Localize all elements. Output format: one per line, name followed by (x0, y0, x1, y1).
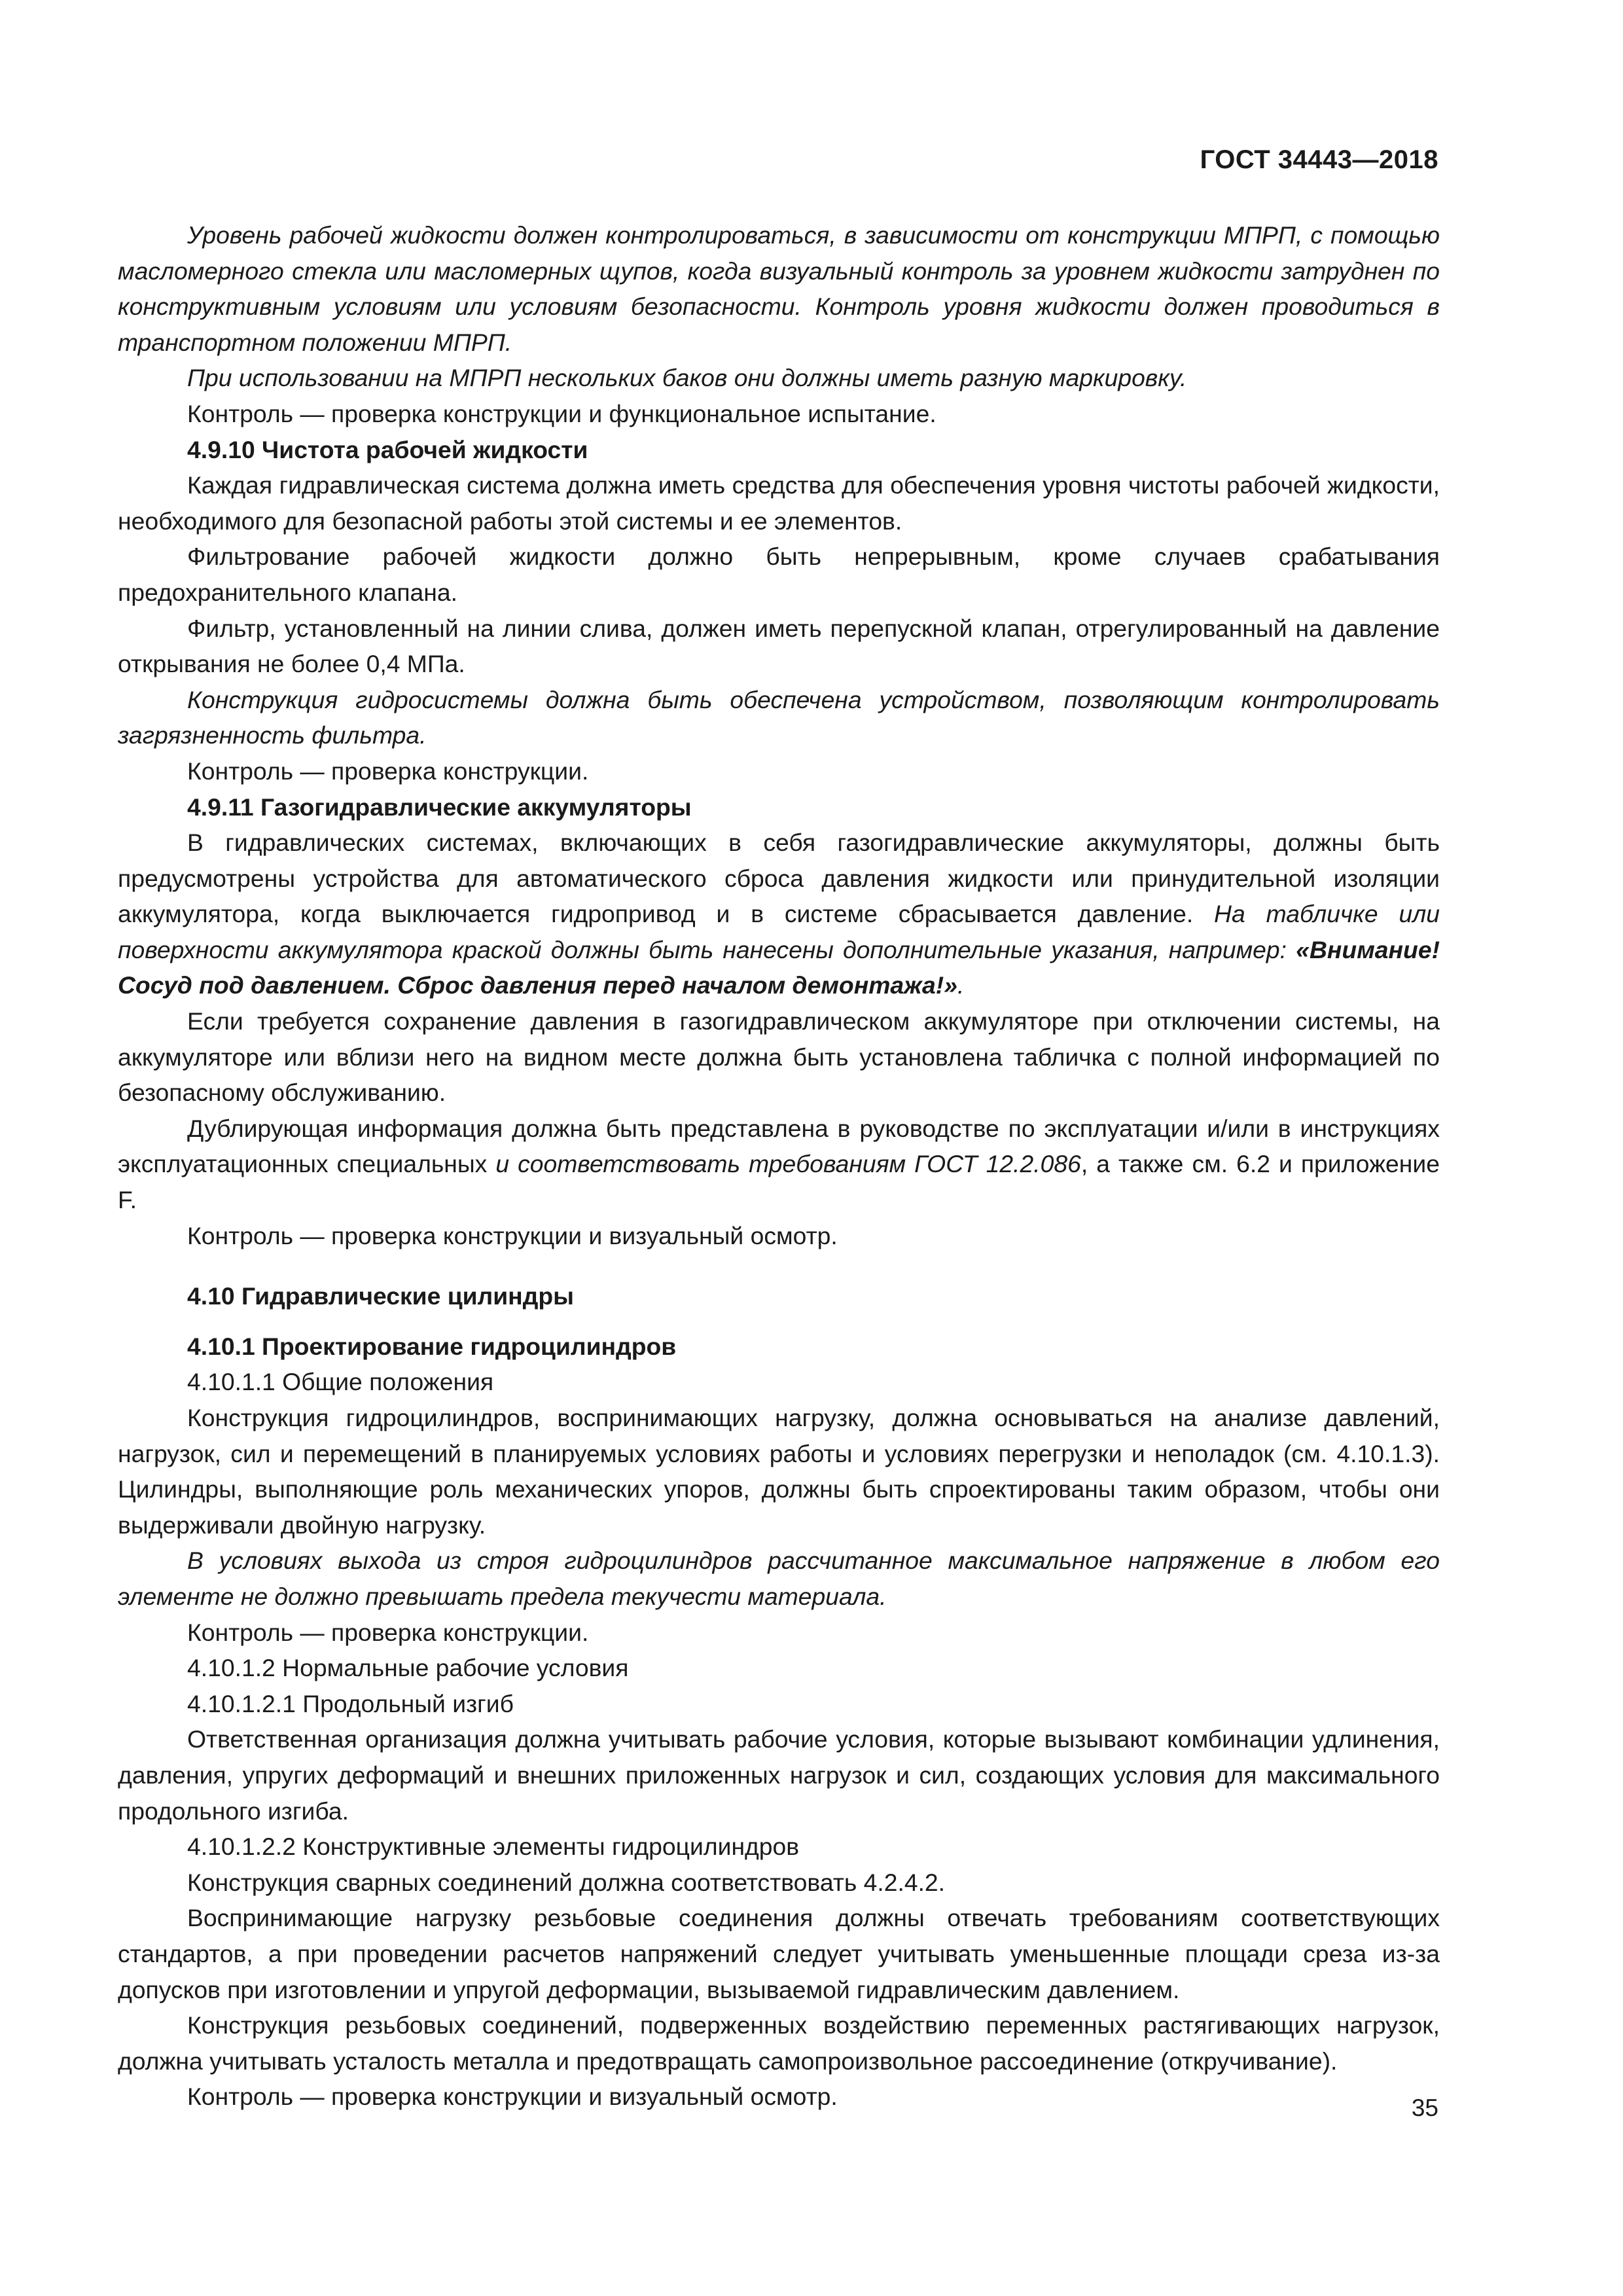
paragraph: Конструкция резьбовых соединений, подверженных воздействию переменных растягивающих нагрузок, должна учитывать усталость металла и предотвращать самопроизвольное рассоединение (откручивание). (118, 2011, 1440, 2075)
page-number: 35 (1411, 2094, 1438, 2121)
paragraph: Контроль — проверка конструкции и визуальный осмотр. (187, 1221, 838, 1249)
paragraph: Конструкция гидросистемы должна быть обеспечена устройством, позволяющим контролировать загрязненность фильтра. (118, 685, 1440, 749)
document-body (118, 217, 1440, 2115)
paragraph: Контроль — проверка конструкции. (187, 1618, 589, 1646)
paragraph: Уровень рабочей жидкости должен контролироваться, в зависимости от конструкции МПРП, с помощью масломерного стекла или масломерных щупов, когда визуальный контроль за уровнем жидкости затруднен по конструктивным условиям или условиям безопасности. Контроль уровня жидкости должен проводиться в транспортном положении МПРП. (118, 221, 1440, 356)
paragraph: Контроль — проверка конструкции и функциональное испытание. (187, 399, 936, 427)
subsection-heading: 4.10.1.2 Нормальные рабочие условия (187, 1654, 629, 1682)
paragraph: Конструкция гидроцилиндров, воспринимающих нагрузку, должна основываться на анализе давлений, нагрузок, сил и перемещений в планируемых условиях работы и условиях перегрузки и неполадок (см. 4.10.1.3). Цилиндры, выполняющие роль механических упоров, должны быть спроектированы таким образом, чтобы они выдерживали двойную нагрузку. (118, 1404, 1440, 1539)
subsection-heading: 4.10.1.2.2 Конструктивные элементы гидроцилиндров (187, 1833, 800, 1861)
section-heading: 4.10 Гидравлические цилиндры (187, 1282, 575, 1310)
document-header: ГОСТ 34443—2018 (1200, 145, 1438, 174)
paragraph (118, 1111, 1440, 1218)
paragraph: Фильтрование рабочей жидкости должно быть непрерывным, кроме случаев срабатывания предохранительного клапана. (118, 543, 1440, 606)
paragraph-text: В гидравлических системах, включающих в себя газогидравлические аккумуляторы, должны быть предусмотрены устройства для автоматического сброса давления жидкости или принудительной изоляции аккумулятора, когда выключается гидропривод и в системе сбрасывается давление. (118, 829, 1440, 928)
paragraph-text: , а также см. 6.2 и приложение F. (118, 1150, 1440, 1214)
paragraph-text-italic: . (957, 971, 965, 999)
paragraph: Каждая гидравлическая система должна иметь средства для обеспечения уровня чистоты рабочей жидкости, необходимого для безопасной работы этой системы и ее элементов. (118, 471, 1440, 535)
paragraph: Контроль — проверка конструкции и визуальный осмотр. (187, 2083, 838, 2111)
paragraph: Конструкция сварных соединений должна соответствовать 4.2.4.2. (187, 1868, 946, 1896)
paragraph: Воспринимающие нагрузку резьбовые соединения должны отвечать требованиям соответствующих стандартов, а при проведении расчетов напряжений следует учитывать уменьшенные площади среза из-за допусков при изготовлении и упругой деформации, вызываемой гидравлическим давлением. (118, 1904, 1440, 2003)
paragraph: Контроль — проверка конструкции. (187, 757, 589, 785)
paragraph: При использовании на МПРП нескольких баков они должны иметь разную маркировку. (187, 364, 1187, 392)
paragraph: Если требуется сохранение давления в газогидравлическом аккумуляторе при отключении системы, на аккумуляторе или вблизи него на видном месте должна быть установлена табличка с полной информацией по безопасному обслуживанию. (118, 1007, 1440, 1107)
subsection-heading: 4.10.1.2.1 Продольный изгиб (187, 1689, 514, 1717)
paragraph: Фильтр, установленный на линии слива, должен иметь перепускной клапан, отрегулированный на давление открывания не более 0,4 МПа. (118, 614, 1440, 678)
paragraph: Ответственная организация должна учитывать рабочие условия, которые вызывают комбинации удлинения, давления, упругих деформаций и внешних приложенных нагрузок и сил, создающих условия для максимального продольного изгиба. (118, 1725, 1440, 1825)
warning-text: «Внимание! Сосуд под давлением. Сброс давления перед началом демонтажа!» (118, 935, 1440, 999)
paragraph-text: Дублирующая информация должна быть представлена в руководстве по эксплуатации и/или в инструкциях эксплуатационных специальных (118, 1114, 1440, 1178)
paragraph: В условиях выхода из строя гидроцилиндров рассчитанное максимальное напряжение в любом его элементе не должно превышать предела текучести материала. (118, 1547, 1440, 1610)
paragraph-text-italic: и соответствовать требованиям ГОСТ 12.2.086 (487, 1150, 1081, 1178)
section-heading: 4.9.11 Газогидравлические аккумуляторы (187, 793, 692, 821)
paragraph (118, 825, 1440, 1003)
subsection-heading: 4.10.1.1 Общие положения (187, 1368, 494, 1396)
section-heading: 4.10.1 Проектирование гидроцилиндров (187, 1332, 677, 1360)
paragraph-text-italic: На табличке или поверхности аккумулятора краской должны быть нанесены дополнительные указания, например: (118, 900, 1440, 963)
section-heading: 4.9.10 Чистота рабочей жидкости (187, 435, 588, 463)
